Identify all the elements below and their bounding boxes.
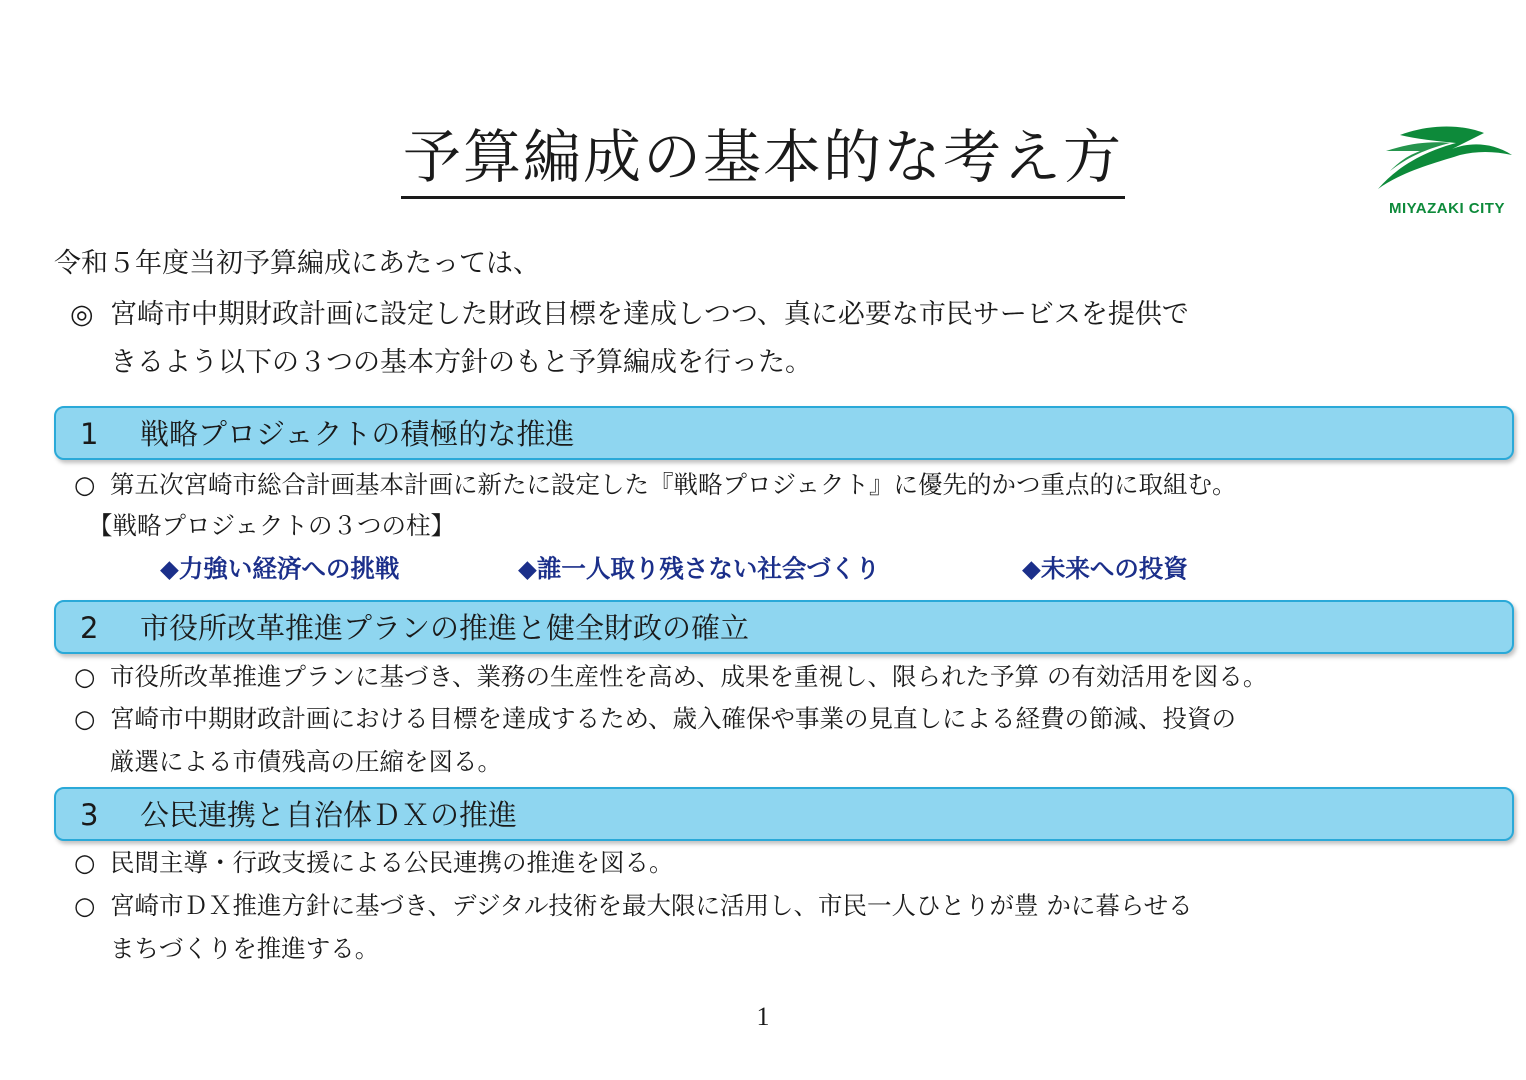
list-item [74, 463, 1514, 506]
section-title: 市役所改革推進プランの推進と健全財政の確立 [140, 611, 750, 645]
circle-bullet: ○ [74, 470, 96, 499]
pillar-item: ◆誰一人取り残さない社会づくり [518, 554, 880, 583]
section-header-2 [54, 600, 1514, 654]
pillar-item: ◆未来への投資 [1022, 554, 1188, 583]
logo-text: MIYAZAKI CITY [1389, 200, 1505, 217]
section-title: 公民連携と自治体ＤＸの推進 [140, 798, 518, 832]
section-number: 2 [80, 611, 99, 645]
item-text: 宮崎市中期財政計画における目標を達成するため、歳入確保や事業の見直しによる経費の節減、投資の [110, 704, 1237, 733]
page-title-text: 予算編成の基本的な考え方 [401, 120, 1125, 199]
pillars-heading: 【戦略プロジェクトの３つの柱】 [88, 511, 456, 540]
section-header-1 [54, 406, 1514, 460]
section-header-3 [54, 787, 1514, 841]
section-number: 3 [80, 798, 99, 832]
circle-bullet: ○ [74, 891, 96, 920]
circle-bullet: ○ [74, 848, 96, 877]
list-item [74, 697, 1514, 783]
pillar-item: ◆力強い経済への挑戦 [160, 554, 400, 583]
item-text: 第五次宮崎市総合計画基本計画に新たに設定した『戦略プロジェクト』に優先的かつ重点的に取組む。 [110, 470, 1237, 499]
circle-bullet: ○ [74, 704, 96, 733]
policy-statement [70, 291, 1490, 387]
list-item [74, 655, 1514, 698]
section-title: 戦略プロジェクトの積極的な推進 [140, 417, 575, 451]
policy-line: 宮崎市中期財政計画に設定した財政目標を達成しつつ、真に必要な市民サービスを提供で [110, 299, 1189, 330]
double-circle-mark: ◎ [70, 299, 94, 330]
page-number: 1 [756, 1002, 770, 1031]
item-text: まちづくりを推進する。 [110, 934, 380, 963]
page-title [0, 120, 1526, 199]
item-text: 民間主導・行政支援による公民連携の推進を図る。 [110, 848, 674, 877]
circle-bullet: ○ [74, 662, 96, 691]
section-number: 1 [80, 417, 99, 451]
intro-text: 令和５年度当初予算編成にあたっては、 [54, 248, 540, 279]
item-text: 厳選による市債残高の圧縮を図る。 [110, 747, 502, 776]
list-item [74, 841, 1514, 884]
policy-line: きるよう以下の３つの基本方針のもと予算編成を行った。 [110, 347, 812, 378]
list-item [74, 884, 1514, 970]
item-text: 宮崎市ＤＸ推進方針に基づき、デジタル技術を最大限に活用し、市民一人ひとりが豊 かに暮らせる [110, 891, 1193, 920]
item-text: 市役所改革推進プランに基づき、業務の生産性を高め、成果を重視し、限られた予算 の有効活用を図る。 [110, 662, 1268, 691]
